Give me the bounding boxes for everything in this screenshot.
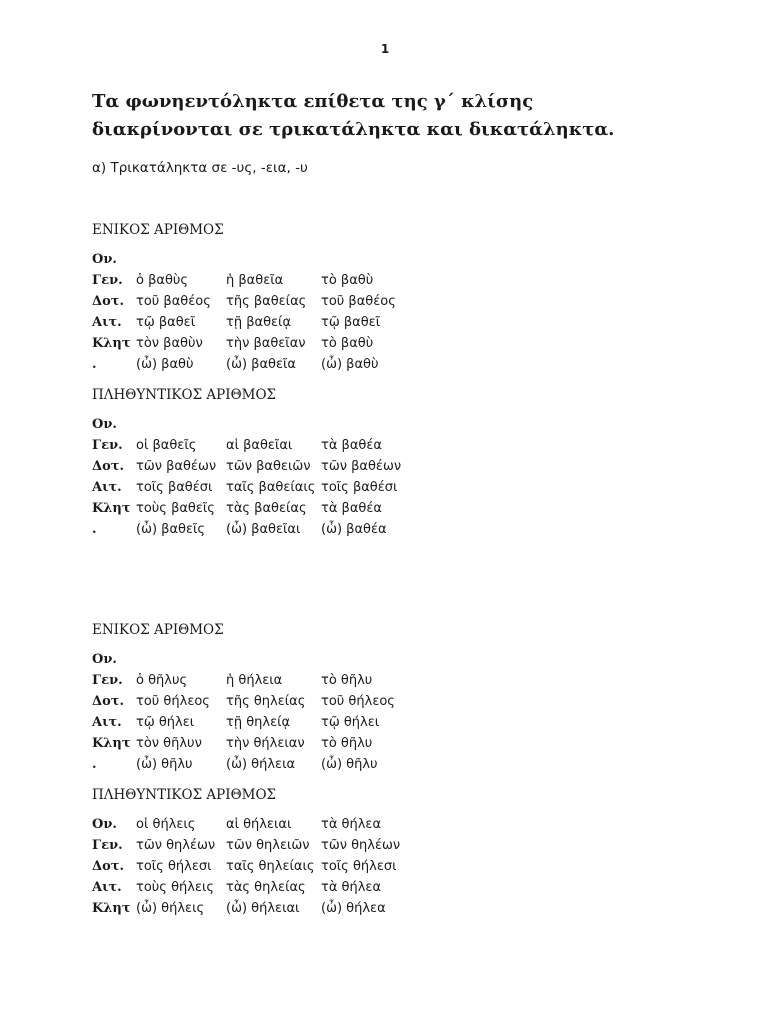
neuter-form: τὸ θῆλυ bbox=[321, 673, 373, 688]
case-label: Γεν. bbox=[92, 438, 123, 453]
masculine-form: τοὺς θήλεις bbox=[136, 880, 215, 895]
feminine-form: τὰς θηλείας bbox=[226, 880, 306, 895]
neuter-form: τὰ βαθέα bbox=[321, 501, 382, 516]
neuter-form: τῶν θηλέων bbox=[321, 838, 401, 853]
masculine-form: τῶν βαθέων bbox=[136, 459, 217, 474]
feminine-form: (ὦ) βαθεῖαι bbox=[226, 522, 301, 537]
feminine-form: ἡ θήλεια bbox=[226, 673, 283, 688]
case-label: Γεν. bbox=[92, 673, 123, 688]
neuter-form: τὰ θήλεα bbox=[321, 817, 382, 832]
masculine-form: τῶν θηλέων bbox=[136, 838, 216, 853]
masculine-form: τοῖς βαθέσι bbox=[136, 480, 213, 495]
case-label: Ον. bbox=[92, 652, 117, 667]
page-number: 1 bbox=[380, 42, 390, 56]
feminine-form: (ὦ) θήλειαι bbox=[226, 901, 300, 916]
case-label: Γεν. bbox=[92, 273, 123, 288]
case-label: . bbox=[92, 522, 97, 537]
masculine-form: (ὦ) θῆλυ bbox=[136, 757, 193, 772]
feminine-form: τῆς βαθείας bbox=[226, 294, 307, 309]
case-label: Κλητ bbox=[92, 336, 131, 351]
neuter-form: τὸ θῆλυ bbox=[321, 736, 373, 751]
neuter-form: (ὦ) βαθὺ bbox=[321, 357, 379, 372]
case-label: . bbox=[92, 757, 97, 772]
masculine-form: ὁ θῆλυς bbox=[136, 673, 188, 688]
neuter-form: τοῦ βαθέος bbox=[321, 294, 396, 309]
feminine-form: τῶν βαθειῶν bbox=[226, 459, 311, 474]
neuter-form: τῶν βαθέων bbox=[321, 459, 402, 474]
masculine-form: τοῦ βαθέος bbox=[136, 294, 211, 309]
feminine-form: τῆς θηλείας bbox=[226, 694, 306, 709]
neuter-form: τὰ θήλεα bbox=[321, 880, 382, 895]
case-label: Ον. bbox=[92, 417, 117, 432]
case-label: Κλητ bbox=[92, 901, 131, 916]
case-label: Αιτ. bbox=[92, 315, 122, 330]
feminine-form: τῶν θηλειῶν bbox=[226, 838, 310, 853]
case-label: . bbox=[92, 357, 97, 372]
case-label: Αιτ. bbox=[92, 880, 122, 895]
feminine-form: τὴν βαθεῖαν bbox=[226, 336, 306, 351]
case-label: Κλητ bbox=[92, 501, 131, 516]
masculine-form: τὸν θῆλυν bbox=[136, 736, 202, 751]
feminine-form: ἡ βαθεῖα bbox=[226, 273, 284, 288]
masculine-form: οἱ βαθεῖς bbox=[136, 438, 197, 453]
neuter-form: τοῖς θήλεσι bbox=[321, 859, 397, 874]
case-label: Γεν. bbox=[92, 838, 123, 853]
section-subtitle: α) Τρικατάληκτα σε -υς, -εια, -υ bbox=[92, 160, 308, 176]
feminine-form: τὰς βαθείας bbox=[226, 501, 307, 516]
case-label: Αιτ. bbox=[92, 715, 122, 730]
masculine-form: (ὦ) θήλεις bbox=[136, 901, 205, 916]
neuter-form: τῷ θήλει bbox=[321, 715, 380, 730]
case-label: Δοτ. bbox=[92, 859, 125, 874]
masculine-form: τῷ βαθεῖ bbox=[136, 315, 196, 330]
neuter-form: τὰ βαθέα bbox=[321, 438, 382, 453]
case-label: Δοτ. bbox=[92, 459, 125, 474]
masculine-form: τῷ θήλει bbox=[136, 715, 195, 730]
case-label: Κλητ bbox=[92, 736, 131, 751]
case-label: Ον. bbox=[92, 252, 117, 267]
neuter-form: (ὦ) βαθέα bbox=[321, 522, 387, 537]
table-1-singular-heading: ΕΝΙΚΟΣ ΑΡΙΘΜΟΣ bbox=[92, 222, 224, 238]
table-2-singular-heading: ΕΝΙΚΟΣ ΑΡΙΘΜΟΣ bbox=[92, 622, 224, 638]
masculine-form: οἱ θήλεις bbox=[136, 817, 196, 832]
neuter-form: τῷ βαθεῖ bbox=[321, 315, 381, 330]
case-label: Δοτ. bbox=[92, 294, 125, 309]
table-2-plural-heading: ΠΛΗΘΥΝΤΙΚΟΣ ΑΡΙΘΜΟΣ bbox=[92, 787, 277, 803]
neuter-form: τὸ βαθὺ bbox=[321, 273, 374, 288]
feminine-form: αἱ θήλειαι bbox=[226, 817, 292, 832]
masculine-form: τοῦ θήλεος bbox=[136, 694, 210, 709]
case-label: Αιτ. bbox=[92, 480, 122, 495]
page-title: Τα φωνηεντόληκτα επίθετα της γ΄ κλίσης διακρίνονται σε τρικατάληκτα και δικατάληκτα. bbox=[92, 91, 615, 140]
feminine-form: τῇ θηλείᾳ bbox=[226, 715, 291, 730]
feminine-form: (ὦ) βαθεῖα bbox=[226, 357, 296, 372]
case-label: Δοτ. bbox=[92, 694, 125, 709]
neuter-form: τοῦ θήλεος bbox=[321, 694, 395, 709]
case-label: Ον. bbox=[92, 817, 117, 832]
neuter-form: (ὦ) θῆλυ bbox=[321, 757, 378, 772]
masculine-form: τοῖς θήλεσι bbox=[136, 859, 212, 874]
feminine-form: ταῖς βαθείαις bbox=[226, 480, 316, 495]
masculine-form: τοὺς βαθεῖς bbox=[136, 501, 215, 516]
feminine-form: αἱ βαθεῖαι bbox=[226, 438, 293, 453]
feminine-form: τὴν θήλειαν bbox=[226, 736, 305, 751]
masculine-form: ὁ βαθὺς bbox=[136, 273, 189, 288]
neuter-form: τὸ βαθὺ bbox=[321, 336, 374, 351]
table-1-plural-heading: ΠΛΗΘΥΝΤΙΚΟΣ ΑΡΙΘΜΟΣ bbox=[92, 387, 277, 403]
feminine-form: τῇ βαθείᾳ bbox=[226, 315, 292, 330]
feminine-form: (ὦ) θήλεια bbox=[226, 757, 296, 772]
feminine-form: ταῖς θηλείαις bbox=[226, 859, 315, 874]
neuter-form: (ὦ) θήλεα bbox=[321, 901, 386, 916]
masculine-form: τὸν βαθὺν bbox=[136, 336, 203, 351]
neuter-form: τοῖς βαθέσι bbox=[321, 480, 398, 495]
masculine-form: (ὦ) βαθεῖς bbox=[136, 522, 206, 537]
masculine-form: (ὦ) βαθὺ bbox=[136, 357, 194, 372]
